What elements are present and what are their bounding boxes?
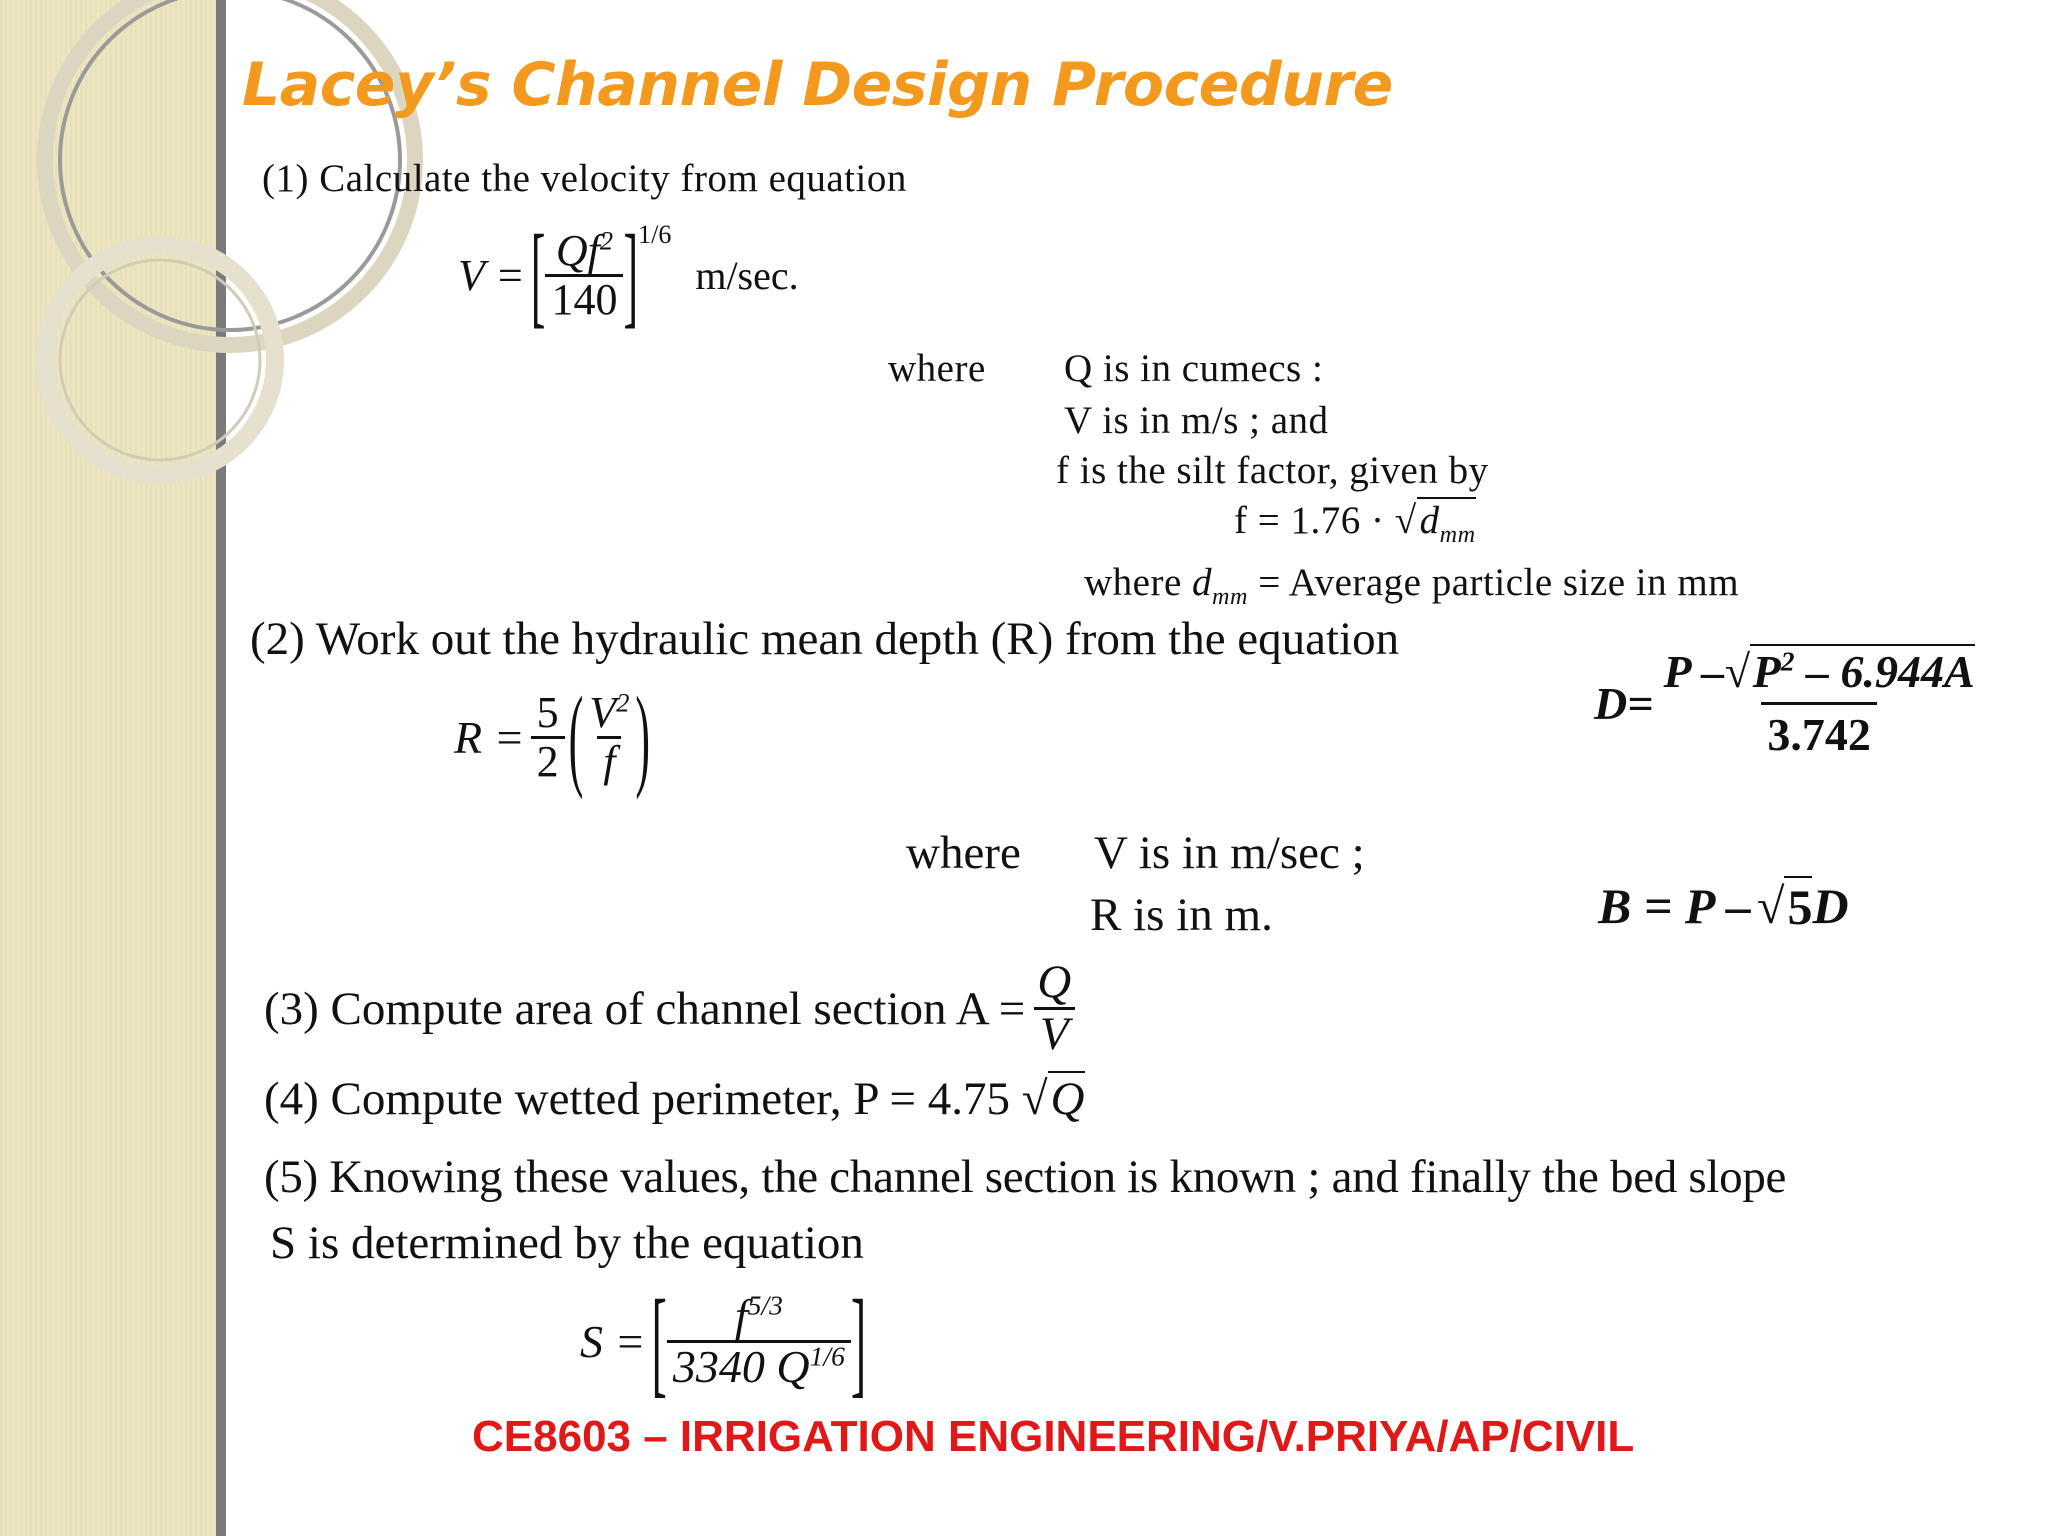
right-bracket: ] (623, 211, 639, 340)
depth-denominator: 3.742 (1761, 702, 1877, 759)
velocity-power: 1/6 (638, 220, 672, 249)
depth-num-radicand: P (1752, 646, 1781, 697)
depth-num-p: P – (1663, 646, 1725, 697)
width-rest: D (1812, 878, 1849, 934)
step1-where-f: f is the silt factor, given by (1056, 449, 1489, 492)
slope-numerator-exp: 5/3 (747, 1289, 783, 1321)
perimeter-radicand: Q (1048, 1071, 1085, 1125)
silt-factor-formula: $f = 1.76 \cdot √d_{mm}$ (1234, 499, 1476, 548)
five-halves-den: 2 (531, 736, 565, 785)
depth-lhs: D= (1594, 678, 1654, 730)
slope-formula (580, 1275, 867, 1409)
velocity-numerator-exponent: 2 (599, 225, 614, 256)
velocity-formula (458, 211, 799, 340)
step5-line2: S is determined by the equation (270, 1217, 864, 1269)
particle-size-var: d (1192, 561, 1213, 604)
v-squared-over-f (583, 687, 635, 787)
velocity-numerator: Qf (555, 226, 600, 275)
step2-where-label: where (906, 827, 1021, 879)
slope-fraction (667, 1289, 851, 1393)
depth-num-rest: – 6.944A (1794, 646, 1975, 697)
step3-text: (3) Compute area of channel section A = (264, 982, 1026, 1035)
slope-denominator-exp: 1/6 (809, 1340, 845, 1372)
left-paren: ( (568, 673, 584, 802)
f-denominator: f (597, 736, 621, 785)
area-fraction (1031, 958, 1077, 1060)
area-numerator: Q (1037, 956, 1072, 1008)
slope-left-bracket: [ (651, 1275, 667, 1409)
silt-factor-radicand: d (1419, 499, 1440, 542)
silt-factor-lhs: f = 1.76 · (1234, 499, 1385, 542)
decorative-rings-graphic (0, 0, 216, 420)
area-denominator: V (1034, 1007, 1075, 1059)
depth-formula (1594, 645, 1981, 761)
step5-line1: (5) Knowing these values, the channel section is known ; and finally the bed slope (264, 1151, 1787, 1203)
slide-title: Lacey’s Channel Design Procedure (242, 50, 1393, 120)
step1-where-v: V is in m/s ; and (1064, 399, 1329, 442)
five-halves-fraction (531, 690, 565, 785)
hydraulic-depth-lhs: R = (454, 712, 525, 764)
step2-where-v: V is in m/sec ; (1094, 827, 1365, 879)
velocity-denominator: 140 (545, 274, 623, 323)
particle-size-sub: mm (1212, 582, 1248, 610)
slope-numerator: f (734, 1290, 748, 1341)
left-bracket: [ (530, 211, 546, 340)
depth-fraction (1657, 645, 1980, 761)
right-paren: ) (635, 673, 651, 802)
width-radicand: 5 (1784, 876, 1812, 936)
width-lhs: B = P – (1598, 878, 1752, 934)
step1-heading: (1) Calculate the velocity from equation (262, 157, 907, 200)
depth-num-exp: 2 (1780, 645, 1795, 677)
particle-size-def: = Average particle size in mm (1258, 561, 1740, 604)
step2-heading: (2) Work out the hydraulic mean depth (R) from the equation (250, 613, 1400, 665)
slope-lhs: S = (580, 1316, 646, 1368)
step4-line: (4) Compute wetted perimeter, P = 4.75 √Q (264, 1073, 1085, 1125)
slide-footer: CE8603 – IRRIGATION ENGINEERING/V.PRIYA/AP/CIVIL (472, 1412, 1635, 1461)
step2-where-r: R is in m. (1090, 889, 1273, 941)
hydraulic-depth-formula (454, 673, 651, 802)
slope-denominator: 3340 Q (672, 1341, 810, 1393)
v-squared-base: V (589, 688, 617, 737)
step3-line (264, 958, 1077, 1060)
velocity-lhs: V = (458, 251, 525, 301)
step1-where-label: where (888, 347, 986, 390)
velocity-unit: m/sec. (695, 253, 799, 299)
slope-right-bracket: ] (850, 1275, 867, 1409)
width-formula: B = P – √ 5 D (1598, 878, 1849, 935)
step4-text: (4) Compute wetted perimeter, P = 4.75 (264, 1073, 1010, 1125)
v-squared-exp: 2 (616, 687, 630, 718)
velocity-fraction (545, 225, 623, 325)
depth-numerator: P $-√P^2 - 6.944A$ (1663, 645, 1975, 697)
particle-size-where: where (1084, 561, 1182, 604)
silt-factor-subscript: mm (1439, 520, 1476, 548)
particle-size-note (1084, 560, 1740, 610)
five-halves-num: 5 (536, 688, 559, 737)
step1-where-q: Q is in cumecs : (1064, 347, 1324, 390)
sidebar-divider (216, 0, 226, 1536)
